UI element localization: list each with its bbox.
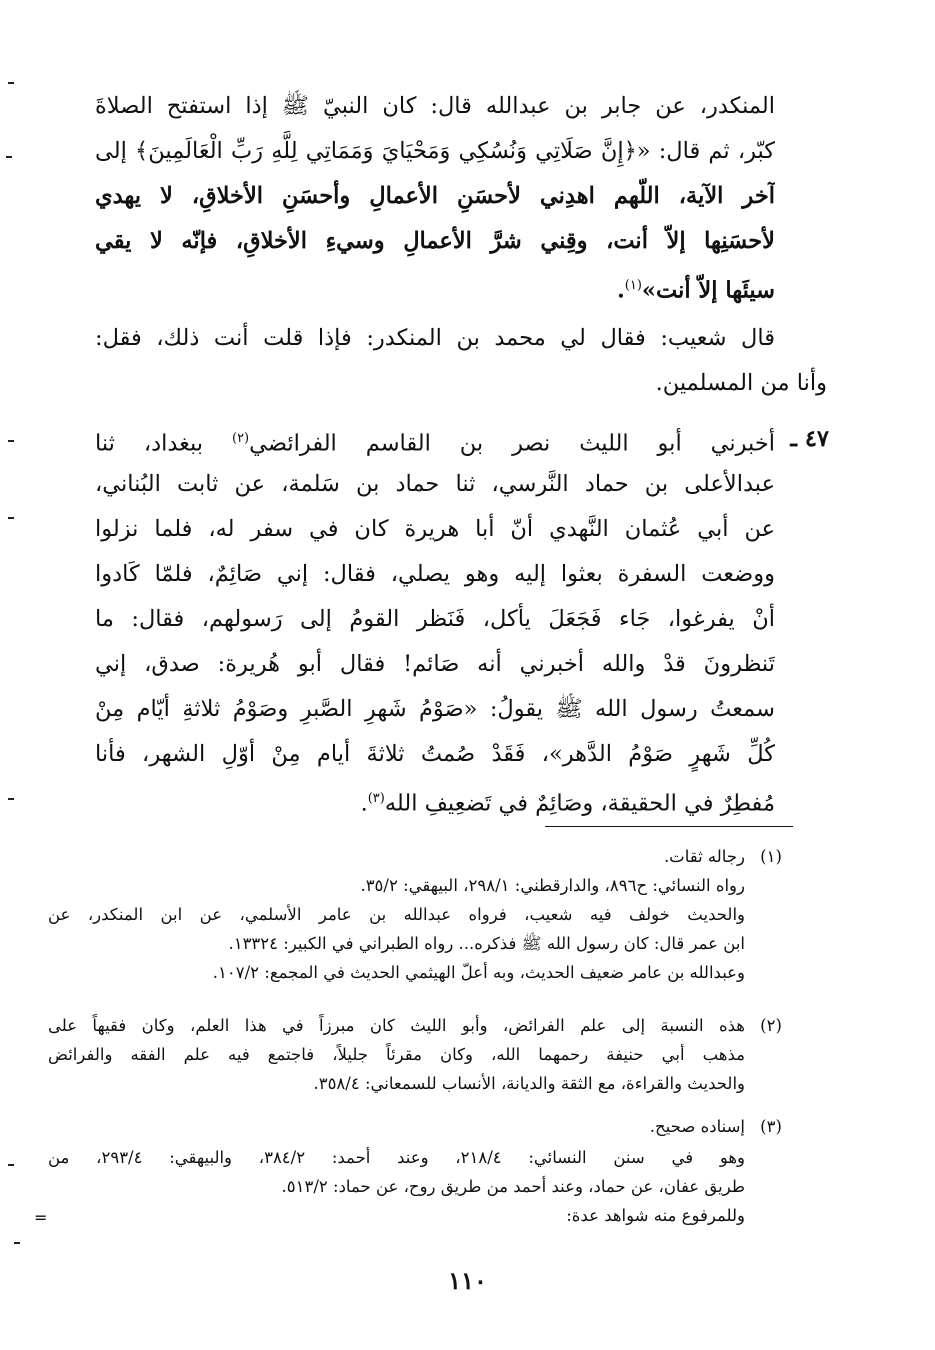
text-line: سمعتُ رسول الله ﷺ يقولُ: «صَوْمُ شَهرِ الصَّبرِ وصَوْمُ ثلاثةِ أيّام مِنْ [95,696,775,722]
footnote-line: طريق عفان، عن حماد، وعند أحمد من طريق روح، عن حماد: ٥١٣/٢. [281,1177,745,1196]
footnote-line: ابن عمر قال: كان رسول الله ﷺ فذكره... رواه الطبراني في الكبير: ١٣٣٢٤. [228,934,745,953]
text-line: أنْ يفرغوا، جَاء فَجَعَلَ يأكل، فَنَظر القومُ إلى رَسولهم، فقال: ما [95,606,775,632]
footnote-number: (٢) [760,1016,782,1035]
text-line-last [95,264,775,308]
footnote-line: وللمرفوع منه شواهد عدة: [566,1206,745,1225]
text-line: أخبرني أبو الليث نصر بن القاسم الفرائضي$^{(٢)}$ ببغداد، ثنا [95,430,775,457]
period: . [616,277,625,304]
text-line: لأحسَنِها إلاّ أنت، وقِني شرَّ الأعمالِ وسيءِ الأخلاقِ، فإنّه لا يقي [95,228,775,254]
hadith-number: ٤٧ ـ [790,426,829,452]
margin-mark [8,517,14,519]
footnote-2 [48,1011,745,1101]
footnote-1 [48,842,745,990]
footnote-number: (٣) [760,1117,782,1136]
text-line: كبّر، ثم قال: «﴿إِنَّ صَلَاتِي وَنُسُكِي وَمَحْيَايَ وَمَمَاتِي لِلَّهِ رَبِّ الْعَالَمِينَ﴾ إلى [95,138,775,164]
period: . [360,790,368,817]
footnote-ref-1: (١) [624,278,642,293]
margin-mark [6,156,12,158]
footnote-line: رواه النسائي: ح٨٩٦، والدارقطني: ٢٩٨/١، البيهقي: ٣٥/٢. [360,876,745,895]
text-line: وأنا من المسلمين. [655,370,827,396]
text-line: ووضعت السفرة بعثوا إليه وهو يصلي، فقال: إني صَائِمٌ، فلمّا كَادوا [95,561,775,587]
footnote-ref-3: (٣) [367,791,385,806]
margin-mark [8,440,14,442]
margin-mark [8,798,14,800]
text-line: عبدالأعلى بن حماد النَّرسي، ثنا حماد بن سَلمة، عن ثابت البُناني، [95,471,775,497]
footnote-line: هذه النسبة إلى علم الفرائض، وأبو الليث كان مبرزاً في هذا العلم، وكان فقيهاً على [48,1016,745,1035]
margin-mark [14,1242,20,1244]
margin-mark [8,1164,14,1166]
footnote-number: (١) [760,847,782,866]
footnote-3 [48,1112,745,1232]
footnote-line: والحديث والقراءة، مع الثقة والديانة، الأنساب للسمعاني: ٣٥٨/٤. [313,1074,745,1093]
continuation-mark: = [34,1208,48,1227]
quoted-text: سيئَها إلاّ أنت» [641,277,775,304]
text-line: قال شعيب: فقال لي محمد بن المنكدر: فإذا قلت أنت ذلك، فقل: [95,325,775,351]
text-line: المنكدر، عن جابر بن عبدالله قال: كان النبيّ ﷺ إذا استفتح الصلاةَ [95,93,775,119]
footnote-line: رجاله ثقات. [663,847,745,866]
text-line: عن أبي عُثمان النَّهدي أنّ أبا هريرة كان في سفر له، فلما نزلوا [95,516,775,542]
footnote-line: وعبدالله بن عامر ضعيف الحديث، وبه أعلّ الهيثمي الحديث في المجمع: ١٠٧/٢. [212,963,745,982]
footnote-line: إسناده صحيح. [649,1117,745,1136]
footnote-line: مذهب أبي حنيفة رحمهما الله، وكان مقرئاً جليلاً، فاجتمع فيه علم الفقه والفرائض [48,1045,745,1064]
text-line: كُلِّ شَهرٍ صَوْمُ الدَّهر»، فَقَدْ صُمتُ ثلاثةَ أيام مِنْ أوّلِ الشهر، فأنا [95,741,775,767]
page-number: ١١٠ [448,1266,487,1295]
footnote-ref-2: (٢) [231,431,250,446]
footnote-line: وهو في سنن النسائي: ٢١٨/٤، وعند أحمد: ٣٨٤/٢، والبيهقي: ٢٩٣/٤، من [48,1148,745,1167]
text-line-last: مُفطِرٌ في الحقيقة، وصَائِمٌ في تَضعِيفِ الله$^{(٣)}$. [360,790,775,817]
footnote-line: والحديث خولف فيه شعيب، فرواه عبدالله بن عامر الأسلمي، عن ابن المنكدر، عن [48,905,745,924]
footnote-divider [545,826,793,827]
text-line: آخر الآية، اللّهم اهدِني لأحسَنِ الأعمالِ وأحسَنِ الأخلاقِ، لا يهدي [95,183,775,209]
text-line: تَنظرونَ قدْ والله أخبرني أنه صَائم! فقال أبو هُريرة: صدق، إني [95,651,775,677]
margin-mark [8,82,14,84]
